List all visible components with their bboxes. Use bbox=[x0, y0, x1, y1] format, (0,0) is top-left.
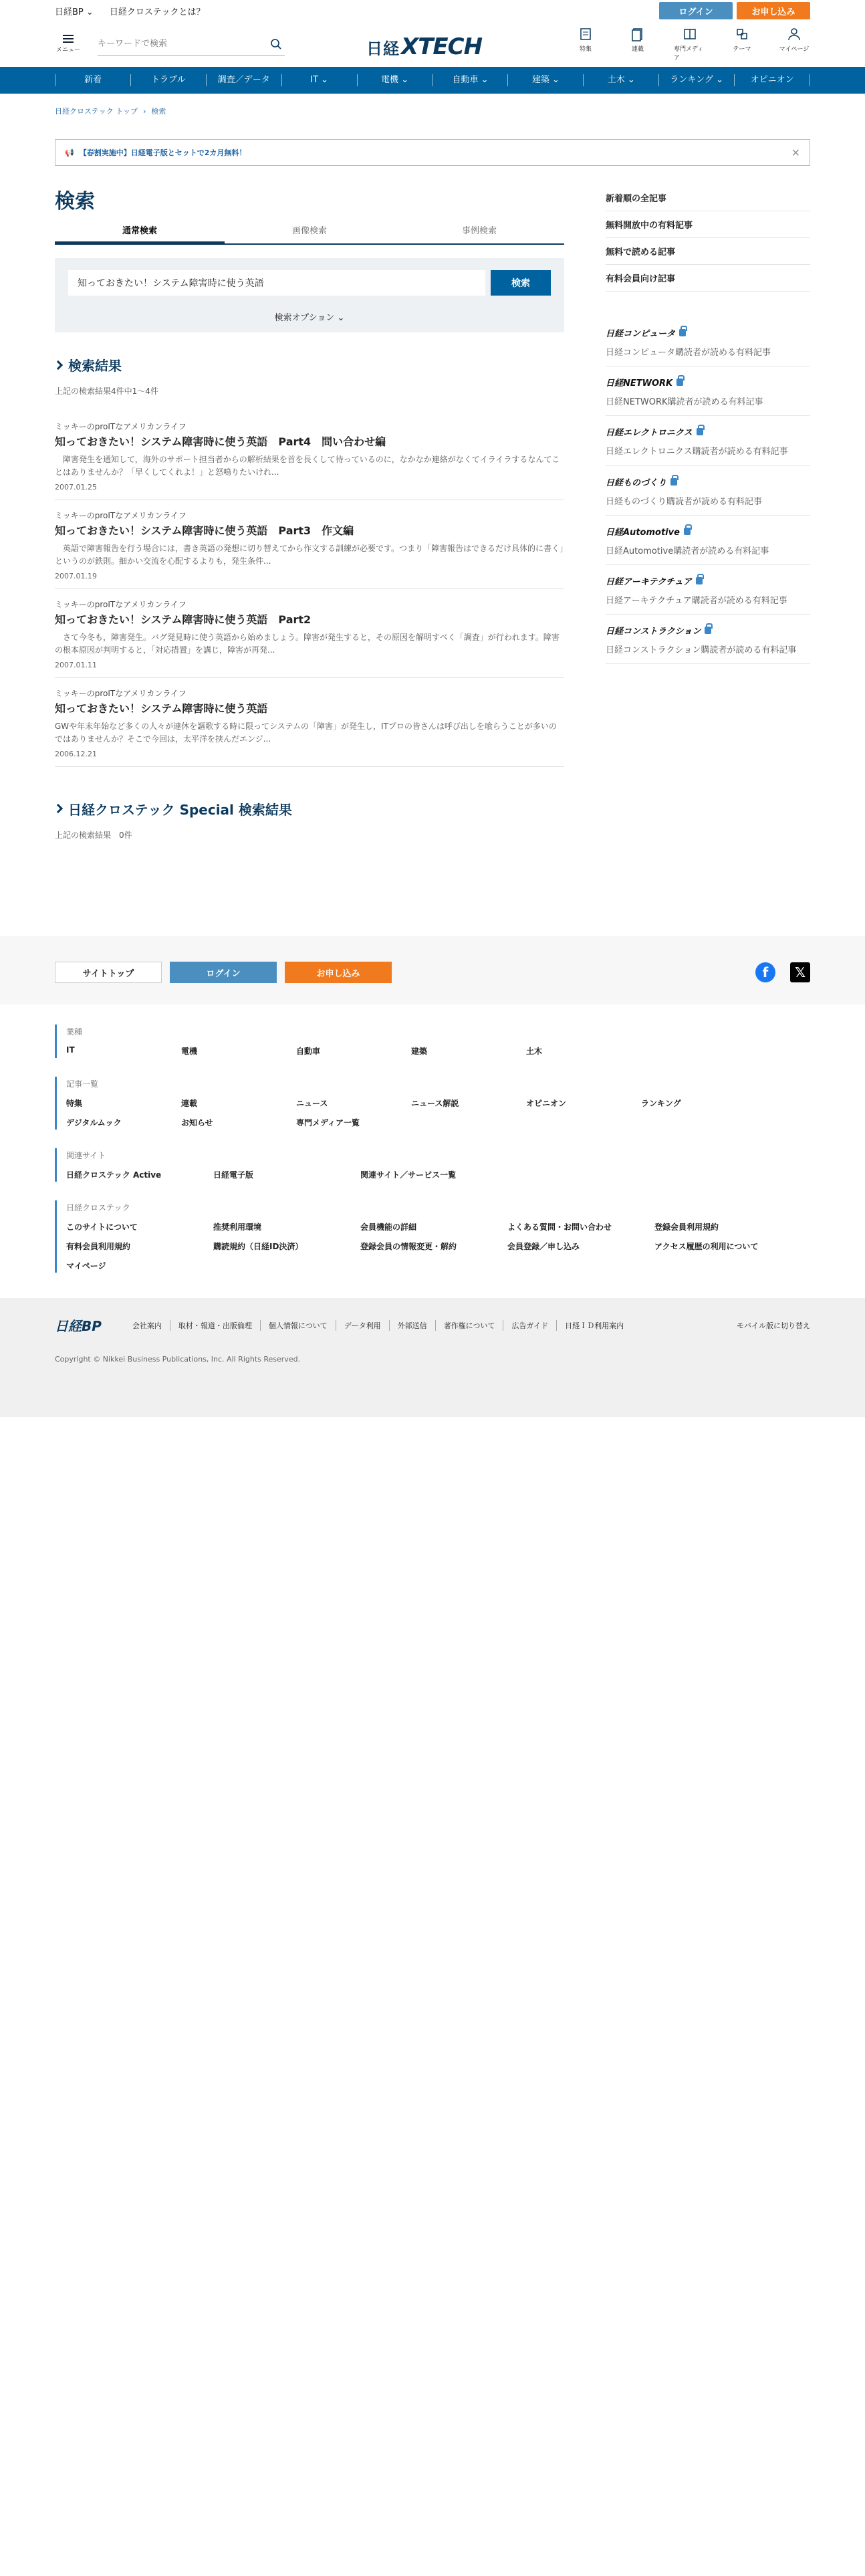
header-media-link[interactable]: 専門メディア bbox=[674, 27, 706, 62]
article-title[interactable]: 知っておきたい！システム障害時に使う英語 Part4 問い合わせ編 bbox=[55, 435, 386, 448]
chevron-down-icon: ⌄ bbox=[552, 75, 560, 85]
article-description: 英語で障害報告を行う場合には，書き英語の発想に切り替えてから作文する訓練が必要です。つまり「障害報告はできるだけ具体的に書く」というのが鉄則。細かい交流を心配するよりも，発生条件... bbox=[55, 543, 564, 566]
mobile-switch-link[interactable]: モバイル版に切り替え bbox=[737, 1321, 810, 1330]
footer-link[interactable]: デジタルムック bbox=[66, 1118, 122, 1128]
article-date: 2007.01.25 bbox=[55, 482, 97, 492]
menu-button[interactable]: メニュー bbox=[55, 35, 82, 53]
global-nav bbox=[0, 67, 865, 94]
special-results-section bbox=[55, 799, 564, 841]
sidebar-links bbox=[606, 185, 810, 292]
magazine-item[interactable]: 日経エレクトロニクス 日経エレクトロニクス購読者が読める有料記事 bbox=[606, 416, 810, 465]
result-item bbox=[55, 500, 564, 589]
megaphone-icon: 📢 bbox=[65, 148, 74, 157]
footer-link[interactable]: 登録会員利用規約 bbox=[654, 1222, 719, 1232]
footer-link[interactable]: 建築 bbox=[411, 1047, 428, 1056]
chevron-down-icon: ⌄ bbox=[86, 7, 94, 17]
footer-link[interactable]: 専門メディア一覧 bbox=[296, 1118, 360, 1128]
footer-bottom-link[interactable]: 外部送信 bbox=[389, 1320, 435, 1331]
lock-icon bbox=[679, 329, 686, 336]
article-date: 2006.12.21 bbox=[55, 749, 97, 758]
site-logo[interactable]: 日経 XTECH bbox=[366, 33, 483, 60]
article-description: 障害発生を通知して，海外のサポート担当者からの解析結果を首を長くして待っているのに，なかなか連絡がなくてイライラするなんてことはありませんか？「早くしてくれよ！」と怒鳴りたいけれ... bbox=[55, 454, 560, 477]
footer-login-button[interactable]: ログイン bbox=[170, 962, 277, 983]
tab-image-search[interactable]: 画像検索 bbox=[291, 226, 327, 236]
chevron-down-icon: ⌄ bbox=[716, 75, 724, 85]
footer-link[interactable]: 関連サイト／サービス一覧 bbox=[360, 1170, 457, 1180]
magazine-logo: 日経コンピュータ bbox=[606, 326, 810, 339]
feature-icon bbox=[578, 27, 593, 41]
sidebar-link-free[interactable]: 無料で読める記事 bbox=[606, 238, 810, 265]
chevron-right-icon bbox=[53, 360, 63, 369]
search-options-toggle[interactable]: 検索オプション ⌄ bbox=[274, 313, 345, 323]
footer-link[interactable]: 推奨利用環境 bbox=[213, 1222, 262, 1232]
footer-link[interactable]: このサイトについて bbox=[66, 1222, 138, 1232]
footer-link[interactable]: 連載 bbox=[181, 1099, 198, 1108]
header-feature-link[interactable]: 特集 bbox=[570, 27, 602, 62]
apply-button[interactable]: お申し込み bbox=[737, 2, 810, 19]
footer-bottom-link[interactable]: 広告ガイド bbox=[503, 1320, 556, 1331]
magazine-logo: 日経NETWORK bbox=[606, 376, 810, 389]
footer-bottom-link[interactable]: 日経ＩＤ利用案内 bbox=[556, 1320, 632, 1331]
chevron-down-icon: ⌄ bbox=[401, 75, 409, 85]
results-heading: 検索結果 bbox=[55, 355, 564, 374]
footer-link[interactable]: 購読規約（日経ID決済） bbox=[213, 1242, 303, 1251]
gnav-civil[interactable]: 土木 ⌄ bbox=[583, 74, 658, 86]
breadcrumb bbox=[0, 94, 865, 116]
magazine-item[interactable]: 日経Automotive 日経Automotive購読者が読める有料記事 bbox=[606, 516, 810, 565]
footer-bottom-link[interactable]: 著作権について bbox=[435, 1320, 503, 1331]
tab-normal-search[interactable]: 通常検索 bbox=[55, 223, 225, 243]
breadcrumb-current: 検索 bbox=[151, 107, 166, 116]
footer-bottom-link[interactable]: 個人情報について bbox=[260, 1320, 336, 1331]
chevron-down-icon: ⌄ bbox=[481, 75, 489, 85]
chevron-down-icon: ⌄ bbox=[337, 313, 345, 323]
chevron-right-icon: › bbox=[142, 106, 146, 116]
header-search-input[interactable] bbox=[98, 39, 270, 49]
lock-icon bbox=[684, 528, 691, 535]
footer-link[interactable]: 土木 bbox=[526, 1047, 543, 1056]
login-button[interactable]: ログイン bbox=[659, 2, 733, 19]
gnav-opinion[interactable]: オピニオン bbox=[734, 74, 810, 86]
footer-link[interactable]: お知らせ bbox=[181, 1118, 213, 1128]
footer-bottom-link[interactable]: 会社案内 bbox=[132, 1321, 162, 1330]
footer-group-related: 関連サイト 日経クロステック Active 日経電子版 関連サイト／サービス一覧 bbox=[55, 1148, 810, 1182]
series-icon bbox=[630, 27, 645, 41]
article-title[interactable]: 知っておきたい！システム障害時に使う英語 bbox=[55, 702, 268, 715]
hamburger-icon bbox=[63, 35, 74, 43]
site-header bbox=[0, 21, 865, 67]
article-kicker[interactable]: ミッキーのproITなアメリカンライフ bbox=[55, 510, 187, 520]
article-description: GWや年末年始など多くの人々が連休を謳歌する時に限ってシステムの「障害」が発生し，ITプロの皆さんは呼び出しを喰らうことが多いのではありませんか？そこで今回は，太平洋を挟んだエンジ... bbox=[55, 721, 557, 744]
breadcrumb-home[interactable]: 日経クロステック トップ bbox=[55, 107, 138, 116]
site-footer bbox=[0, 936, 865, 1417]
chevron-right-icon bbox=[53, 804, 63, 813]
footer-link[interactable]: ランキング bbox=[641, 1099, 681, 1108]
footer-link[interactable]: 自動車 bbox=[296, 1047, 321, 1056]
footer-bottom-link[interactable]: 取材・報道・出版倫理 bbox=[170, 1320, 260, 1331]
magazine-item[interactable]: 日経コンストラクション 日経コンストラクション購読者が読める有料記事 bbox=[606, 615, 810, 664]
footer-group-articles: 記事一覧 特集 連載 ニュース ニュース解説 オピニオン ランキング デジタルムック お知らせ 専門メディア一覧 bbox=[55, 1077, 810, 1130]
footer-link[interactable]: 登録会員の情報変更・解約 bbox=[360, 1242, 457, 1251]
header-mypage-link[interactable]: マイページ bbox=[778, 27, 810, 62]
magazine-list bbox=[606, 317, 810, 664]
footer-link[interactable]: 有料会員利用規約 bbox=[66, 1242, 131, 1251]
special-results-heading: 日経クロステック Special 検索結果 bbox=[55, 799, 564, 819]
theme-icon bbox=[735, 27, 749, 41]
footer-link[interactable]: 電機 bbox=[181, 1047, 198, 1056]
footer-link[interactable]: 日経電子版 bbox=[213, 1170, 254, 1180]
search-input[interactable]: 知っておきたい！システム障害時に使う英語 bbox=[68, 270, 485, 296]
article-kicker[interactable]: ミッキーのproITなアメリカンライフ bbox=[55, 688, 187, 698]
search-button[interactable]: 検索 bbox=[491, 270, 551, 296]
footer-link[interactable]: ニュース解説 bbox=[411, 1099, 459, 1108]
article-title[interactable]: 知っておきたい！システム障害時に使う英語 Part3 作文編 bbox=[55, 524, 354, 537]
copyright: Copyright © Nikkei Business Publications, Inc. All Rights Reserved. bbox=[55, 1355, 301, 1364]
sidebar-link-all[interactable]: 新着順の全記事 bbox=[606, 185, 810, 211]
gnav-new[interactable]: 新着 bbox=[55, 74, 130, 86]
campaign-link[interactable]: 【春割実施中】日経電子版とセットで2カ月無料！ bbox=[79, 148, 247, 157]
search-tabs bbox=[55, 223, 564, 245]
gnav-architecture[interactable]: 建築 ⌄ bbox=[507, 74, 583, 86]
main-area bbox=[0, 166, 865, 841]
magazine-logo: 日経ものづくり bbox=[606, 475, 810, 488]
header-series-link[interactable]: 連載 bbox=[622, 27, 654, 62]
lock-icon bbox=[696, 577, 703, 584]
about-link[interactable]: 日経クロステックとは？ bbox=[109, 7, 205, 17]
footer-bottom-links bbox=[132, 1320, 632, 1331]
sidebar-link-free-open[interactable]: 無料開放中の有料記事 bbox=[606, 211, 810, 238]
results-section bbox=[55, 355, 564, 767]
footer-bottom-link[interactable]: データ利用 bbox=[336, 1320, 389, 1331]
gnav-it[interactable]: IT ⌄ bbox=[281, 74, 357, 86]
results-count: 上記の検索結果4件中1～4件 bbox=[55, 387, 158, 396]
chevron-down-icon: ⌄ bbox=[321, 75, 329, 85]
facebook-icon[interactable]: f bbox=[755, 962, 775, 982]
result-item bbox=[55, 589, 564, 678]
article-title[interactable]: 知っておきたい！システム障害時に使う英語 Part2 bbox=[55, 613, 312, 626]
media-icon bbox=[683, 27, 697, 41]
search-content bbox=[55, 185, 564, 841]
magazine-logo: 日経コンストラクション bbox=[606, 624, 810, 637]
result-item bbox=[55, 678, 564, 767]
footer-link[interactable]: 会員登録／申し込み bbox=[507, 1242, 580, 1251]
x-icon[interactable]: 𝕏 bbox=[790, 962, 810, 982]
magazine-item[interactable]: 日経コンピュータ 日経コンピュータ購読者が読める有料記事 bbox=[606, 317, 810, 366]
user-icon bbox=[787, 27, 801, 41]
magazine-logo: 日経エレクトロニクス bbox=[606, 425, 810, 438]
nikkei-bp-logo[interactable]: 日経BP bbox=[55, 1318, 102, 1334]
footer-link[interactable]: ニュース bbox=[296, 1099, 328, 1108]
article-description: さて今冬も，障害発生。バグ発見時に使う英語から始めましょう。障害が発生すると，その原因を解明すべく「調査」が行われます。障害の根本原因が判明すると，「対応措置」を講じ，障害が再発... bbox=[55, 632, 560, 655]
nikkei-bp-link[interactable]: 日経BP ⌄ bbox=[55, 7, 94, 17]
gnav-auto[interactable]: 自動車 ⌄ bbox=[432, 74, 508, 86]
gnav-trouble[interactable]: トラブル bbox=[130, 74, 206, 86]
footer-link[interactable]: 日経クロステック Active bbox=[66, 1170, 162, 1180]
header-search bbox=[98, 33, 285, 56]
lock-icon bbox=[676, 379, 683, 386]
article-date: 2007.01.19 bbox=[55, 571, 97, 580]
gnav-ranking[interactable]: ランキング ⌄ bbox=[658, 74, 734, 86]
sidebar-link-paid[interactable]: 有料会員向け記事 bbox=[606, 265, 810, 292]
search-icon[interactable] bbox=[270, 38, 282, 50]
page-title: 検索 bbox=[55, 190, 95, 213]
campaign-notice bbox=[55, 139, 810, 166]
magazine-item[interactable]: 日経ものづくり 日経ものづくり購読者が読める有料記事 bbox=[606, 466, 810, 516]
magazine-item[interactable]: 日経NETWORK 日経NETWORK購読者が読める有料記事 bbox=[606, 366, 810, 416]
article-kicker[interactable]: ミッキーのproITなアメリカンライフ bbox=[55, 599, 187, 609]
footer-link[interactable]: 会員機能の詳細 bbox=[360, 1222, 417, 1232]
footer-site-top-button[interactable]: サイトトップ bbox=[55, 962, 162, 983]
lock-icon bbox=[697, 428, 703, 435]
footer-link[interactable]: マイページ bbox=[66, 1261, 106, 1271]
article-date: 2007.01.11 bbox=[55, 660, 97, 669]
sidebar bbox=[606, 185, 810, 841]
footer-link[interactable]: オピニオン bbox=[526, 1099, 567, 1108]
chevron-down-icon: ⌄ bbox=[627, 75, 635, 85]
footer-link[interactable]: IT bbox=[66, 1045, 75, 1055]
lock-icon bbox=[670, 478, 677, 486]
search-panel bbox=[55, 258, 564, 332]
footer-group-xtech: 日経クロステック このサイトについて 推奨利用環境 会員機能の詳細 よくある質問・お問い合わせ 登録会員利用規約 有料会員利用規約 購読規約（日経ID決済） 登録会員の情報変更・解約 会員登録／申し込み アクセス履歴の利用について マイページ bbox=[55, 1200, 810, 1273]
result-item bbox=[55, 411, 564, 500]
gnav-research[interactable]: 調査／データ bbox=[206, 74, 281, 86]
lock-icon bbox=[705, 627, 711, 634]
article-kicker[interactable]: ミッキーのproITなアメリカンライフ bbox=[55, 422, 187, 431]
tab-case-search[interactable]: 事例検索 bbox=[461, 226, 497, 236]
close-icon[interactable]: ✕ bbox=[791, 146, 800, 159]
header-theme-link[interactable]: テーマ bbox=[726, 27, 758, 62]
special-results-count: 上記の検索結果 0件 bbox=[55, 830, 132, 840]
footer-link[interactable]: アクセス履歴の利用について bbox=[654, 1242, 759, 1251]
top-utility-bar bbox=[0, 0, 865, 21]
footer-apply-button[interactable]: お申し込み bbox=[285, 962, 392, 983]
footer-link[interactable]: よくある質問・お問い合わせ bbox=[507, 1222, 612, 1232]
footer-group-industry: 業種 IT 電機 自動車 建築 土木 bbox=[55, 1025, 810, 1058]
magazine-logo: 日経アーキテクチュア bbox=[606, 574, 810, 587]
magazine-item[interactable]: 日経アーキテクチュア 日経アーキテクチュア購読者が読める有料記事 bbox=[606, 565, 810, 615]
gnav-electronics[interactable]: 電機 ⌄ bbox=[357, 74, 432, 86]
magazine-logo: 日経Automotive bbox=[606, 525, 810, 538]
footer-link[interactable]: 特集 bbox=[66, 1099, 83, 1108]
